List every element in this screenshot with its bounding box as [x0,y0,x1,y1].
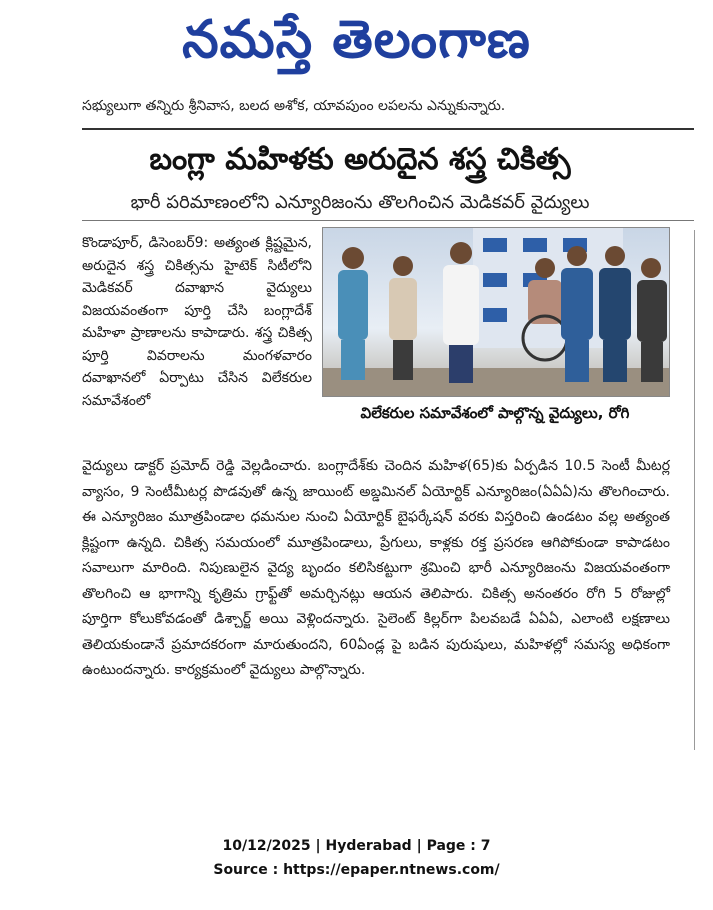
previous-article-fragment: సభ్యులుగా తన్నిరు శ్రీనివాస, బలద అశోక, యావపుంం లపలను ఎన్నుకున్నారు. [82,98,506,114]
right-column-rule [694,230,695,750]
newspaper-masthead: నమస్తే తెలంగాణ [182,10,531,70]
article-subheadline: భారీ పరిమాణంలోని ఎన్యూరిజంను తొలగించిన మెడికవర్ వైద్యులు [130,192,590,213]
article-column-text: కొండాపూర్, డిసెంబర్9: అత్యంత క్లిష్టమైన, అరుదైన శస్త్ర చికిత్సను హైటెక్ సిటీలోని మెడికవర్ దవాఖాన వైద్యులు విజయవంతంగా పూర్తి చేసి బంగ్లాదేశ్ మహిళా ప్రాణాలను కాపాడారు. శస్త్ర చికిత్స పూర్తి వివరాలను మంగళవారం దవాఖానలో ఏర్పాటు చేసిన విలేకరుల సమావేశంలో [82,235,312,409]
subhead-divider [82,220,694,221]
article-body-text: వైద్యులు డాక్టర్ ప్రమోద్ రెడ్డి వెల్లడించారు. బంగ్లాదేశ్‌కు చెందిన మహిళ(65)కు ఏర్పడిన 10.5 సెంటీ మీటర్ల వ్యాసం, 9 సెంటీమీటర్ల పొడవుతో ఉన్న జాయింట్ అబ్డమినల్ ఏయోర్టిక్ ఎన్యూరిజం(ఏఏఏ)ను తొలగించారు. ఈ ఎన్యూరిజం మూత్రపిండాల ధమనుల నుంచి ఏయోర్టిక్ బైఫర్కేషన్ వరకు విస్తరించి ఉండటం వల్ల అత్యంత క్లిష్టంగా ఉన్నది. చికిత్స సమయంలో మూత్రపిండాలు, ప్రేగులు, కాళ్లకు రక్త ప్రసరణ ఆగిపోకుండా కాపాడటం సవాలుగా మారింది. నిపుణులైన వైద్య బృందం కలిసికట్టుగా శ్రమించి భారీ ఎన్యూరిజంను విజయవంతంగా తొలగించి ఆ భాగాన్ని కృత్రిమ గ్రాఫ్ట్‌తో అమర్చినట్లు ఆయన తెలిపారు. చికిత్స అనంతరం రోగి 5 రోజుల్లో పూర్తిగా కోలుకోవడంతో డిశ్చార్జ్ అయి వెళ్లిందన్నారు. సైలెంట్ కిల్లర్‌గా పిలవబడే ఏఏఏ, ఎలాంటి లక్షణాలు తెలియకుండానే ప్రమాదకరంగా మారుతుందని, 60ఏండ్ల పై బడిన పురుషులు, మహిళల్లో సమస్య అధికంగా ఉంటుందన్నారు. కార్యక్రమంలో వైద్యులు పాల్గొన్నారు. [82,458,670,678]
top-divider [82,128,694,130]
footer-source: Source : https://epaper.ntnews.com/ [213,862,500,878]
press-meet-photo-illustration [323,228,669,396]
press-meet-photo [322,227,670,397]
footer-dateline: 10/12/2025 | Hyderabad | Page : 7 [222,838,491,854]
article-headline: బంగ్లా మహిళకు అరుదైన శస్త్ర చికిత్స [149,142,571,177]
photo-caption: విలేకరుల సమావేశంలో పాల్గొన్న వైద్యులు, రోగి [360,404,630,422]
